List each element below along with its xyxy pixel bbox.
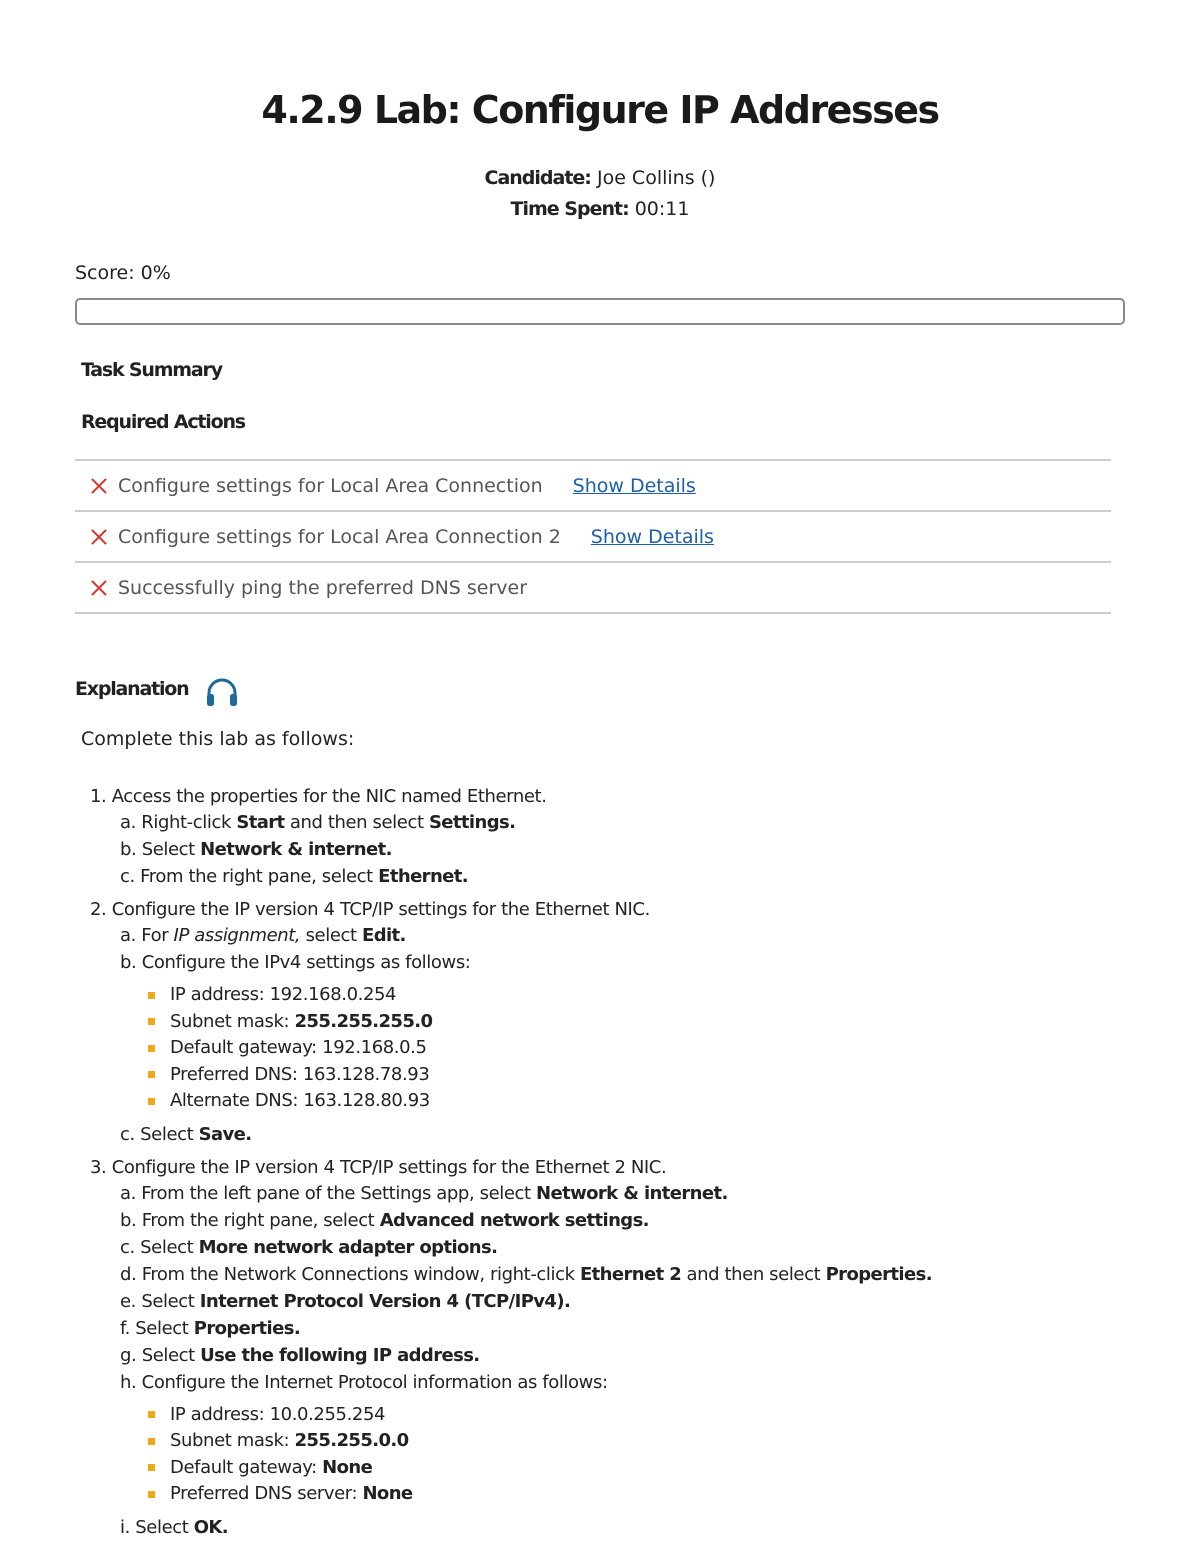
required-action-row — [75, 461, 1111, 512]
substep: c. From the right pane, select Ethernet. — [120, 866, 469, 887]
bullet-icon — [148, 1098, 155, 1105]
substep: a. Right-click Start and then select Settings. — [120, 812, 516, 833]
required-actions-heading: Required Actions — [81, 411, 245, 433]
list-item: Default gateway: None — [148, 1455, 1140, 1482]
failed-x-icon — [89, 578, 109, 598]
step-2 — [90, 897, 1140, 1148]
instruction-steps — [90, 784, 1140, 1548]
substep: a. For IP assignment, select Edit. — [120, 925, 406, 946]
substep: e. Select Internet Protocol Version 4 (TCP/IPv4). — [120, 1290, 571, 1312]
substep: d. From the Network Connections window, right-click Ethernet 2 and then select Properties. — [120, 1263, 932, 1285]
substep: f. Select Properties. — [120, 1317, 301, 1339]
substep: a. From the left pane of the Settings app, select Network & internet. — [120, 1182, 728, 1204]
required-action-row — [75, 563, 1111, 614]
action-text: Configure settings for Local Area Connection — [118, 474, 543, 497]
list-item: IP address: 192.168.0.254 — [148, 982, 1140, 1009]
score-progress-bar — [75, 298, 1125, 325]
explanation-intro: Complete this lab as follows: — [81, 728, 355, 750]
page-title: 4.2.9 Lab: Configure IP Addresses — [261, 88, 939, 132]
show-details-link[interactable]: Show Details — [572, 474, 696, 497]
ip-settings-list — [148, 1402, 1140, 1508]
substep: c. Select More network adapter options. — [120, 1236, 498, 1258]
bullet-icon — [148, 1411, 155, 1418]
list-item: Preferred DNS server: None — [148, 1481, 1140, 1508]
list-item: Alternate DNS: 163.128.80.93 — [148, 1088, 1140, 1115]
bullet-icon — [148, 1071, 155, 1078]
score-label: Score: 0% — [75, 262, 171, 284]
time-spent-line — [0, 198, 1200, 220]
bullet-icon — [148, 1464, 155, 1471]
action-text: Successfully ping the preferred DNS server — [118, 576, 528, 599]
bullet-icon — [148, 1491, 155, 1498]
explanation-heading: Explanation — [75, 678, 189, 700]
substep: c. Select Save. — [120, 1123, 252, 1145]
list-item: Preferred DNS: 163.128.78.93 — [148, 1062, 1140, 1089]
show-details-link[interactable]: Show Details — [590, 525, 714, 548]
substep: b. Select Network & internet. — [120, 839, 392, 860]
failed-x-icon — [89, 527, 109, 547]
list-item: IP address: 10.0.255.254 — [148, 1402, 1140, 1429]
ip-settings-list — [148, 982, 1140, 1115]
headphones-icon[interactable] — [204, 676, 240, 708]
action-text: Configure settings for Local Area Connection 2 — [118, 525, 561, 548]
step-text: Access the properties for the NIC named Ethernet. — [111, 786, 547, 807]
required-action-row — [75, 512, 1111, 563]
substep: b. Configure the IPv4 settings as follows: — [120, 952, 471, 973]
failed-x-icon — [89, 476, 109, 496]
substep: g. Select Use the following IP address. — [120, 1344, 480, 1366]
candidate-line — [0, 167, 1200, 189]
time-spent-label: Time Spent: — [510, 198, 629, 220]
substep: h. Configure the Internet Protocol information as follows: — [120, 1371, 608, 1393]
bullet-icon — [148, 1018, 155, 1025]
time-spent-value: 00:11 — [634, 198, 690, 220]
step-number: 3. — [90, 1156, 107, 1178]
substep: i. Select OK. — [120, 1516, 229, 1538]
bullet-icon — [148, 1045, 155, 1052]
candidate-value: Joe Collins () — [596, 167, 716, 189]
task-summary-heading: Task Summary — [81, 359, 222, 381]
required-actions-list — [75, 459, 1111, 614]
bullet-icon — [148, 1438, 155, 1445]
bullet-icon — [148, 992, 155, 999]
list-item: Subnet mask: 255.255.255.0 — [148, 1009, 1140, 1036]
step-number: 1. — [90, 786, 107, 807]
list-item: Default gateway: 192.168.0.5 — [148, 1035, 1140, 1062]
step-3 — [90, 1155, 1140, 1541]
step-number: 2. — [90, 899, 107, 920]
step-1 — [90, 784, 1140, 890]
candidate-label: Candidate: — [484, 167, 591, 189]
step-text: Configure the IP version 4 TCP/IP settings for the Ethernet 2 NIC. — [111, 1156, 667, 1178]
list-item: Subnet mask: 255.255.0.0 — [148, 1428, 1140, 1455]
substep: b. From the right pane, select Advanced network settings. — [120, 1209, 649, 1231]
step-text: Configure the IP version 4 TCP/IP settings for the Ethernet NIC. — [111, 899, 650, 920]
